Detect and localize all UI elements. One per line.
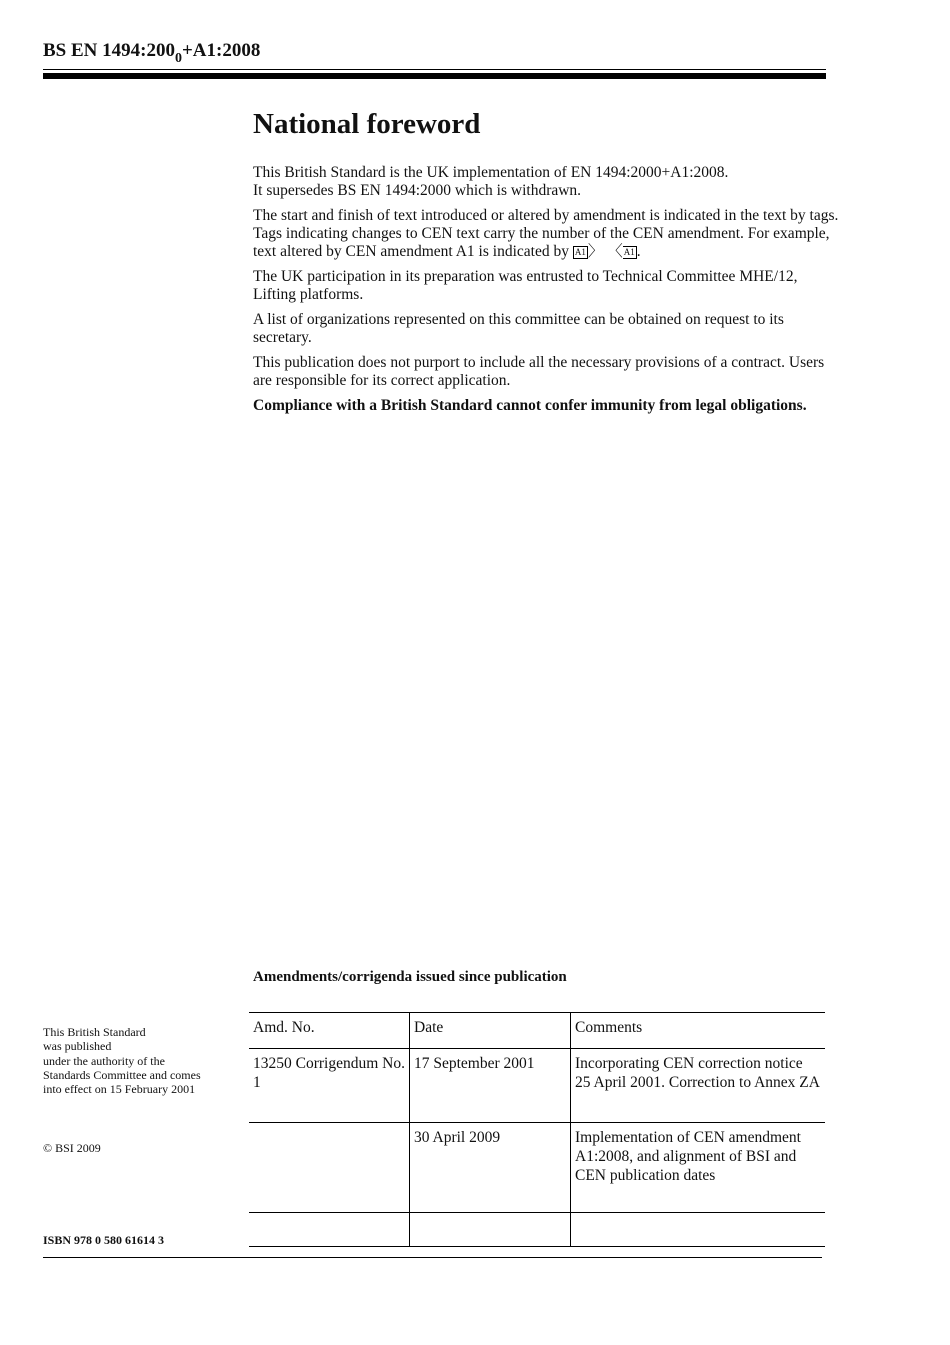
cell-empty [571,1213,826,1247]
paragraph-compliance: Compliance with a British Standard cannot confer immunity from legal obligations. [253,397,807,414]
header-subscript: 0 [174,51,182,66]
paragraph-implementation [253,164,843,200]
publication-note [43,1025,243,1096]
amendment-tag-close-icon: A1 [623,246,635,257]
table-header-row [249,1013,825,1049]
cell-comments: Incorporating CEN correction notice 25 April 2001. Correction to Annex ZA [571,1049,826,1123]
header-rule-thick [43,73,826,79]
publication-note-line: was published [43,1039,112,1054]
footer-rule [43,1257,822,1258]
p1-line2: It supersedes BS EN 1494:2000 which is withdrawn. [253,182,582,199]
amendments-table [249,1012,825,1247]
publication-note-line: This British Standard [43,1025,146,1039]
foreword-body [253,164,843,422]
p1-line1: This British Standard is the UK implementation of EN 1494:2000+A1:2008. [253,164,729,181]
publication-note-line: Standards Committee and comes [43,1067,201,1082]
paragraph-tags: The start and finish of text introduced or altered by amendment is indicated in the text by tags. Tags indicating changes to CEN text carry the number of the CEN amendment. For example, text altered by CEN amendment A1 is indicated by A1 〉 〈A1 . [253,207,839,260]
cell-amd-no: 13250 Corrigendum No. 1 [249,1049,410,1123]
page-title: National foreword [253,108,481,140]
table-row [249,1123,825,1213]
header-suffix: +A1:2008 [181,40,261,61]
paragraph-committee: The UK participation in its preparation was entrusted to Technical Committee MHE/12, Lifting platforms. [253,268,798,303]
header-date: Date [410,1013,571,1049]
publication-note-line: under the authority of the [43,1053,165,1068]
cell-comments: Implementation of CEN amendment A1:2008, and alignment of BSI and CEN publication dates [571,1123,826,1213]
copyright: © BSI 2009 [43,1141,101,1155]
isbn: ISBN 978 0 580 61614 3 [43,1233,165,1247]
cell-date: 17 September 2001 [410,1049,571,1123]
cell-empty [249,1213,410,1247]
header-comments: Comments [571,1013,826,1049]
paragraph-provisions: This publication does not purport to include all the necessary provisions of a contract. Users are responsible for its correct application. [253,354,825,389]
document-header [43,40,261,66]
table-row-empty [249,1213,825,1247]
paragraph-organizations: A list of organizations represented on this committee can be obtained on request to its secretary. [253,311,784,346]
cell-empty [410,1213,571,1247]
amendments-title: Amendments/corrigenda issued since publication [253,969,567,985]
table-row [249,1049,825,1123]
p2-end: . [636,243,641,260]
p2-text: The start and finish of text introduced or altered by amendment is indicated in the text by tags. Tags indicating changes to CEN text carry the number of the CEN amendment. For example, text altered by CEN amendment A1 is indicated by [253,207,839,260]
amendment-tag-open-icon: A1 [574,246,586,257]
publication-note-line: into effect on 15 February 2001 [43,1082,196,1097]
header-rule-thin [43,69,826,70]
cell-date: 30 April 2009 [410,1123,571,1213]
cell-amd-no [249,1123,410,1213]
header-main: BS EN 1494:200 [43,40,175,61]
header-amd-no: Amd. No. [249,1013,410,1049]
